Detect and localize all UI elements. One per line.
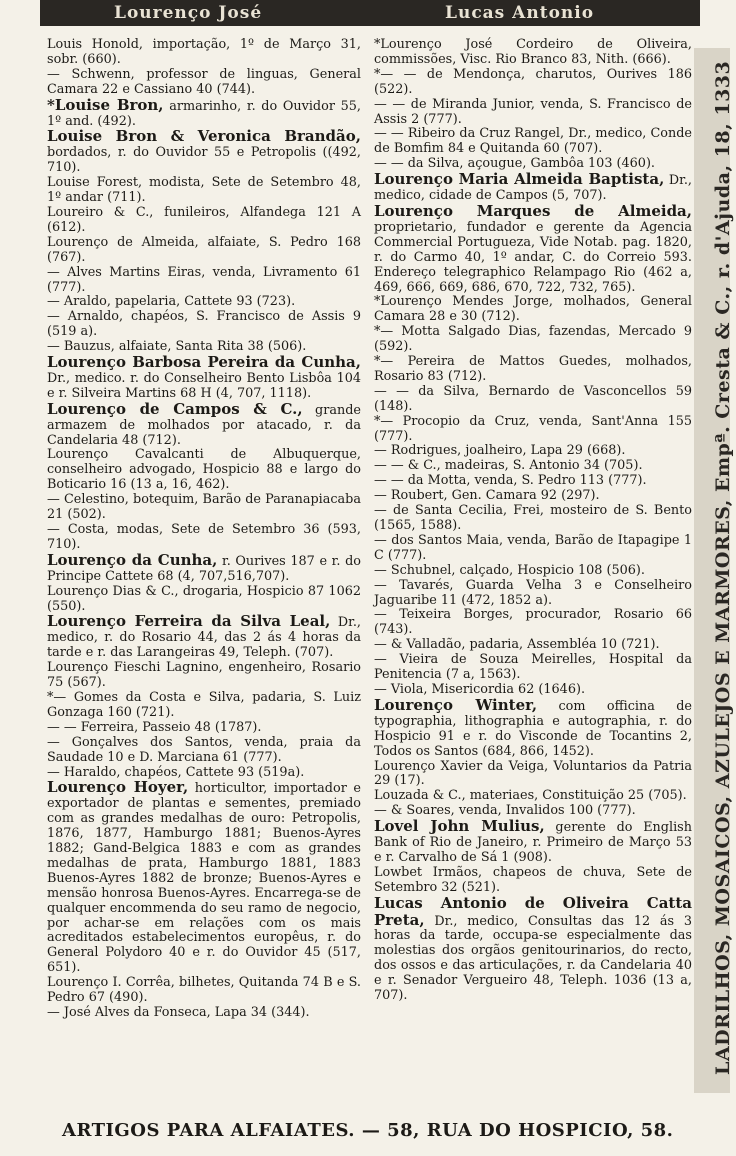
entry-name: Lourenço Marques de Almeida, [374,201,692,220]
directory-entry [47,355,361,402]
header-right-name: Lucas Antonio [445,3,595,23]
entry-name: Lourenço Barbosa Pereira da Cunha, [47,353,361,372]
entry-text: r. Ourives 187 e r. do Principe Cattete 68 (4, 707,516,707). [47,553,361,584]
entry-text: — Vieira de Souza Meirelles, Hospital da Penitencia (7 a, 1563). [374,652,692,683]
entry-name: Lourenço da Cunha, [47,550,218,569]
entry-text: Lourenço I. Corrêa, bilhetes, Quitanda 74 B e S. Pedro 67 (490). [47,975,361,1006]
directory-entry [374,444,692,459]
directory-entry [47,614,361,661]
directory-entry [374,564,692,579]
directory-entry [374,695,692,760]
entry-text: Dr., medico. r. do Conselheiro Bento Lisbôa 104 e r. Silveira Martins 68 H (4, 707, 1118). [47,370,361,401]
directory-entry [47,523,361,553]
entry-text: — — Ferreira, Passeio 48 (1787). [47,719,262,735]
directory-entry [47,236,361,266]
directory-entry [374,534,692,564]
directory-entry [374,325,692,355]
entry-text: — dos Santos Maia, venda, Barão de Itapagipe 1 C (777). [374,532,692,563]
entry-text: proprietario, fundador e gerente da Agencia Commercial Portugueza, Vide Notab. pag. 1820, r. do Carmo 40, 1º andar, C. do Correio 593. Endereço telegraphico Relampago Rio (462 a, 469, 666, 669, 686, 670, 722, 732, 765). [374,219,692,295]
entry-text: — Viola, Misericordia 62 (1646). [374,681,586,697]
entry-text: — Bauzus, alfaiate, Santa Rita 38 (506). [47,339,307,355]
directory-entry [374,474,692,489]
entry-text: *Lourenço José Cordeiro de Oliveira, commissões, Visc. Rio Branco 83, Nith. (666). [374,37,692,67]
directory-entry [374,819,692,866]
directory-entry [374,295,692,325]
directory-entry [374,38,692,68]
entry-text: — Schwenn, professor de linguas, General Camara 22 e Cassiano 40 (744). [47,66,361,97]
entry-text: — Araldo, papelaria, Cattete 93 (723). [47,294,296,310]
entry-text: Dr., medico, cidade de Campos (5, 707). [374,173,692,204]
entry-text: — Rodrigues, joalheiro, Lapa 29 (668). [374,443,626,459]
entry-text: grande armazem de molhados por atacado, r. da Candelaria 48 (712). [47,402,362,448]
directory-entry [47,38,361,68]
entry-text: *— Pereira de Mattos Guedes, molhados, Rosario 83 (712). [374,354,692,384]
entry-text: Lourenço Fieschi Lagnino, engenheiro, Rosario 75 (567). [47,660,361,691]
entry-text: armarinho, r. do Ouvidor 55, 1º and. (492). [47,98,361,129]
entry-text: Lowbet Irmãos, chapeos de chuva, Sete de Setembro 32 (521). [374,864,692,895]
directory-entry [47,661,361,691]
entry-text: *— Motta Salgado Dias, fazendas, Mercado 9 (592). [374,324,692,355]
entry-text: *Lourenço Mendes Jorge, molhados, General Camara 28 e 30 (712). [374,294,692,325]
directory-entry [47,691,361,721]
entry-text: — José Alves da Fonseca, Lapa 34 (344). [47,1005,310,1020]
entry-name: Lourenço Maria Almeida Baptista, [374,170,665,189]
directory-entry [47,295,361,310]
directory-entry [374,638,692,653]
entry-text: — & Valladão, padaria, Assembléa 10 (721). [374,637,660,653]
entry-text: horticultor, importador e exportador de plantas e sementes, premiado com as grandes medalhas de ouro: Petropolis, 1876, 1877, Hamburgo 1881; Buenos-Ayres 1882; Gand-Belgica 1883 e com as grandes medalhas de prata, Hamburgo 1881, 1883 Buenos-Ayres 1882 de bronze; Buenos-Ayres e mensão honrosa Buenos-Ayres. Encarrega-se de qualquer encommenda do seu ramo de negocio, por achar-se em relações com os mais acreditados estabelecimentos europêus, r. do General Polydoro 40 e r. do Ouvidor 45 (517, 651). [47,781,361,976]
directory-entry [47,550,361,585]
entry-text: Lourenço Dias & C., drogaria, Hospicio 87 1062 (550). [47,583,361,614]
directory-entry [374,355,692,385]
directory-entry [47,399,362,449]
directory-entry [47,736,361,766]
directory-entry [374,489,692,504]
directory-entry [47,976,361,1006]
directory-entry [47,780,361,976]
entry-text: gerente do English Bank of Rio de Janeiro, r. Primeiro de Março 53 e r. Carvalho de Sá 1 (908). [374,820,692,865]
entry-text: — — da Silva, açougue, Gambôa 103 (460). [374,156,656,172]
entry-text: Dr., medico, Consultas das 12 ás 3 horas da tarde, occupa-se especialmente das molestias dos orgãos genitourinarios, do recto, dos ossos e das articulações, r. da Candelaria 40 e r. Senador Vergueiro 48, Teleph. 1036 (13 a, 707). [374,913,692,1004]
left-column [47,38,361,1021]
directory-entry [374,579,692,609]
entry-name: Lovel John Mulius, [374,817,545,836]
directory-entry [47,493,361,523]
directory-entry [47,448,361,493]
right-column [374,38,692,1004]
entry-text: *— — de Mendonça, charutos, Ourives 186 (522). [374,66,692,97]
entry-name: Louise Bron & Veronica Brandão, [47,127,361,146]
entry-text: — — da Silva, Bernardo de Vasconcellos 59 (148). [374,383,692,414]
directory-entry [374,201,692,295]
entry-text: — Schubnel, calçado, Hospicio 108 (506). [374,562,645,578]
entry-text: Louise Forest, modista, Sete de Setembro 48, 1º andar (711). [47,175,361,206]
entry-text: — de Santa Cecilia, Frei, mosteiro de S. Bento (1565, 1588). [374,503,692,533]
entry-text: — — & C., madeiras, S. Antonio 34 (705). [374,458,643,474]
entry-name: Lourenço Ferreira da Silva Leal, [47,612,331,631]
directory-entry [47,266,361,296]
directory-entry [374,893,692,1004]
entry-text: — Roubert, Gen. Camara 92 (297). [374,488,600,504]
entry-name: Lucas Antonio de Oliveira Catta Preta, [374,893,692,929]
entry-name: Lourenço Hoyer, [47,778,189,797]
entry-name: Lourenço Winter, [374,695,538,714]
entry-text: — — da Motta, venda, S. Pedro 113 (777). [374,473,647,489]
entry-text: bordados, r. do Ouvidor 55 e Petropolis ((492, 710). [47,145,361,176]
entry-text: — — de Miranda Junior, venda, S. Francisco de Assis 2 (777). [374,96,692,127]
entry-text: — — Ribeiro da Cruz Rangel, Dr., medico, Conde de Bomfim 84 e Quitanda 60 (707). [374,126,692,157]
directory-entry [374,866,692,896]
directory-entry [47,95,361,130]
directory-entry [374,653,692,683]
entry-text: — Gonçalves dos Santos, venda, praia da Saudade 10 e D. Marciana 61 (777). [47,734,361,765]
directory-entry [47,585,361,615]
entry-text: — Arnaldo, chapéos, S. Francisco de Assis 9 (519 a). [47,309,361,340]
directory-entry [47,176,361,206]
entry-name: Lourenço de Campos & C., [47,399,303,418]
directory-entry [47,68,361,98]
directory-entry [374,789,692,804]
entry-text: — & Soares, venda, Invalidos 100 (777). [374,803,636,819]
entry-text: Louzada & C., materiaes, Constituição 25 (705). [374,788,687,804]
entry-text: Dr., medico, r. do Rosario 44, das 2 ás 4 horas da tarde e r. das Larangeiras 49, Teleph. (707). [47,615,361,661]
entry-text: com officina de typographia, lithographia e autographia, r. do Hospicio 91 e r. do Visconde de Tocantins 2, Todos os Santos (684, 866, 1452). [374,698,692,759]
directory-entry [374,415,692,445]
directory-entry [374,385,692,415]
entry-text: — Celestino, botequim, Barão de Paranapiacaba 21 (502). [47,492,361,523]
header-left-name: Lourenço José [114,3,263,23]
directory-entry [374,127,692,157]
directory-entry [374,68,692,98]
entry-text: — Alves Martins Eiras, venda, Livramento 61 (777). [47,264,361,295]
directory-entry [374,459,692,474]
entry-text: — Haraldo, chapéos, Cattete 93 (519a). [47,764,305,780]
directory-entry [374,98,692,128]
entry-text: *— Gomes da Costa e Silva, padaria, S. Luiz Gonzaga 160 (721). [47,689,361,720]
entry-text: — Costa, modas, Sete de Setembro 36 (593, 710). [47,522,361,552]
entry-text: — Teixeira Borges, procurador, Rosario 66 (743). [374,607,692,638]
entry-text: Loureiro & C., funileiros, Alfandega 121 A (612). [47,204,361,235]
entry-text: Lourenço Cavalcanti de Albuquerque, conselheiro advogado, Hospicio 88 e largo do Boticario 16 (13 a, 16, 462). [47,447,361,493]
directory-entry [374,504,692,534]
directory-entry [374,172,692,204]
running-header [40,0,700,26]
entry-text: *— Procopio da Cruz, venda, Sant'Anna 155 (777). [374,413,692,444]
entry-text: — Tavarés, Guarda Velha 3 e Conselheiro Jaguaribe 11 (472, 1852 a). [374,577,692,608]
side-advert-text: LADRILHOS, MOSAICOS, AZULEJOS E MARMORES, Empª. Cresta & C., r. d'Ajuda, 18, 1333 [712,60,734,1075]
entry-name: *Louise Bron, [47,95,164,114]
directory-entry [374,608,692,638]
entry-text: Lourenço de Almeida, alfaiate, S. Pedro 168 (767). [47,234,361,265]
directory-entry [47,1006,361,1021]
footer-advert: ARTIGOS PARA ALFAIATES. — 58, RUA DO HOSPICIO, 58. [62,1120,674,1141]
directory-entry [47,206,361,236]
entry-text: Louis Honold, importação, 1º de Março 31, sobr. (660). [47,37,361,67]
entry-text: Lourenço Xavier da Veiga, Voluntarios da Patria 29 (17). [374,758,692,789]
directory-entry [47,310,361,340]
directory-entry [47,129,361,176]
directory-entry [47,721,361,736]
directory-entry [374,760,692,790]
